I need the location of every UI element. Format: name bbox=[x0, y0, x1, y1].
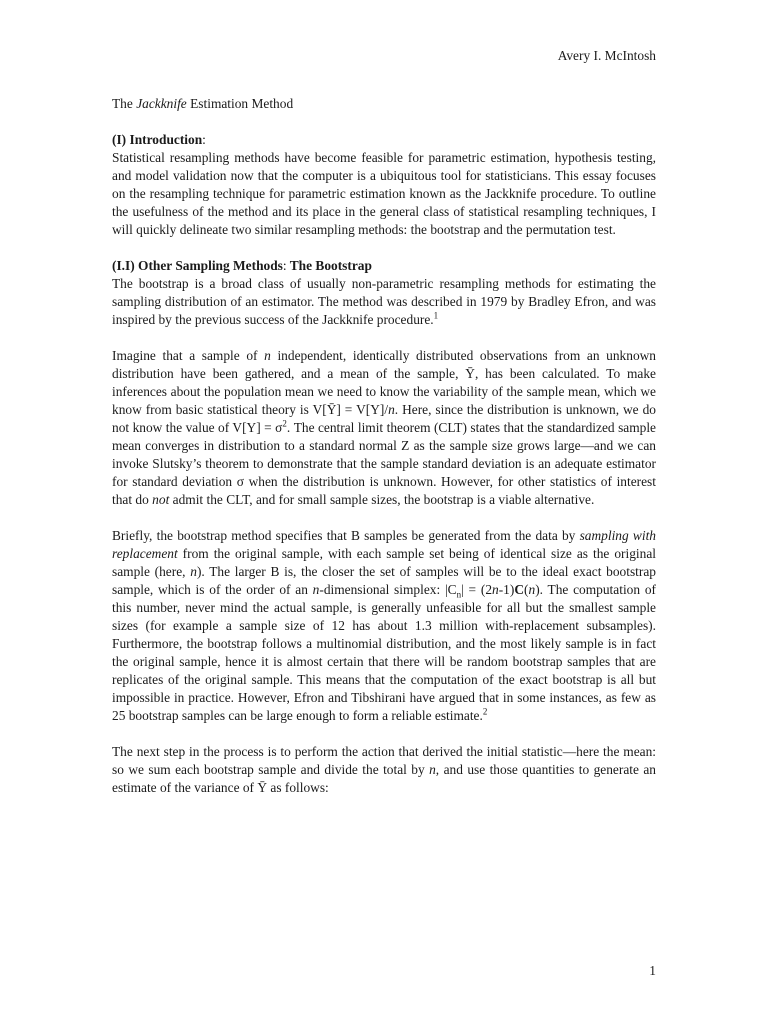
bootstrap-paragraph-3 bbox=[112, 527, 656, 725]
bootstrap-p3-C: C bbox=[514, 582, 525, 597]
author-name: Avery I. McIntosh bbox=[557, 48, 656, 63]
title-italic: Jackknife bbox=[136, 96, 187, 111]
bootstrap-p3-sub: n bbox=[456, 589, 462, 600]
introduction-heading bbox=[112, 131, 656, 149]
bootstrap-p2-b: independent, identically distributed observations from an unknown distribution have been gathered, and a mean of the sample, Ȳ, has been calculated. To make inferences about the population mean we need to know the variability of the sample mean, which we know from basic statistical theory is V[Ȳ] = V[Y]/ bbox=[112, 348, 657, 417]
bootstrap-p3-e: | = (2 bbox=[461, 582, 493, 597]
bootstrap-p2-d: . The central limit theorem (CLT) states that the standardized sample mean converges in distribution to a standard normal Z as the sample size grows large—and we can invoke Slutsky’s theorem to demonstrate that the sample standard deviation is an adequate estimator for standard deviation σ when the distribution is unknown. However, for other statistics of interest that do bbox=[112, 420, 657, 507]
document-title bbox=[112, 95, 656, 113]
introduction-section bbox=[112, 131, 656, 239]
bootstrap-p2-n1: n bbox=[264, 348, 271, 363]
bootstrap-p3-c: ). The larger B is, the closer the set of samples will be to the ideal exact bootstrap sample, which is of the order of an bbox=[112, 564, 656, 597]
bootstrap-p2-n2: n bbox=[388, 402, 395, 417]
bootstrap-p2-e: admit the CLT, and for small sample sizes, the bootstrap is a viable alternative. bbox=[169, 492, 595, 507]
title-prefix: The bbox=[112, 96, 133, 111]
introduction-heading-colon: : bbox=[202, 132, 206, 147]
bootstrap-heading-colon: : bbox=[282, 258, 287, 273]
footnote-marker-1: 1 bbox=[433, 310, 439, 321]
page-number: 1 bbox=[649, 963, 656, 978]
bootstrap-heading-part1: (I.I) Other Sampling Methods bbox=[112, 258, 283, 273]
bootstrap-p3-g: ( bbox=[524, 582, 529, 597]
bootstrap-p1-text: The bootstrap is a broad class of usually non-parametric resampling methods for estimating the sampling distribution of an estimator. The method was described in 1979 by Bradley Efron, and was inspired by the previous success of the Jackknife procedure. bbox=[112, 276, 656, 327]
bootstrap-p4-a: The next step in the process is to perform the action that derived the initial statistic—here the mean: so we sum each bootstrap sample and divide the total by bbox=[112, 744, 656, 777]
bootstrap-p2-sup: 2 bbox=[282, 418, 287, 429]
bootstrap-p3-n3: n bbox=[492, 582, 499, 597]
bootstrap-section bbox=[112, 257, 656, 797]
document-body bbox=[112, 95, 656, 797]
bootstrap-p3-n4: n bbox=[528, 582, 536, 597]
footnote-marker-2: 2 bbox=[482, 706, 488, 717]
bootstrap-p3-f: -1) bbox=[498, 582, 515, 597]
bootstrap-p3-n1: n bbox=[190, 564, 197, 579]
bootstrap-heading-part2: The Bootstrap bbox=[289, 258, 372, 273]
bootstrap-paragraph-2 bbox=[112, 347, 656, 509]
bootstrap-p3-b: from the original sample, with each sample set being of identical size as the original sample (here, bbox=[112, 546, 656, 579]
bootstrap-p3-italic: sampling with replacement bbox=[112, 528, 656, 561]
introduction-heading-text: (I) Introduction bbox=[112, 132, 203, 147]
bootstrap-paragraph-4 bbox=[112, 743, 656, 797]
bootstrap-p4-n: n bbox=[429, 762, 436, 777]
bootstrap-p4-b: , and use those quantities to generate an estimate of the variance of Ȳ as follows: bbox=[112, 762, 656, 795]
title-suffix: Estimation Method bbox=[190, 96, 294, 111]
introduction-paragraph: Statistical resampling methods have become feasible for parametric estimation, hypothesis testing, and model validation now that the computer is a ubiquitous tool for statisticians. This essay focuses on the resampling technique for parametric estimation known as the Jackknife procedure. To outline the usefulness of the method and its place in the general class of statistical resampling techniques, I will quickly delineate two similar resampling methods: the bootstrap and the permutation test. bbox=[112, 150, 656, 237]
bootstrap-p2-a: Imagine that a sample of bbox=[112, 348, 265, 363]
bootstrap-p3-n2: n bbox=[312, 582, 320, 597]
bootstrap-p3-a: Briefly, the bootstrap method specifies that B samples be generated from the data by bbox=[112, 528, 580, 543]
bootstrap-paragraph-1 bbox=[112, 275, 656, 329]
bootstrap-heading bbox=[112, 257, 656, 275]
bootstrap-p3-d: -dimensional simplex: |C bbox=[319, 582, 457, 597]
bootstrap-p3-h: ). The computation of this number, never mind the actual sample, is generally unfeasible for all but the smallest sample sizes (for example a sample size of 12 has about 1.3 million with-replacement subsamples). Furthermore, the bootstrap follows a multinomial distribution, and the most likely sample is in fact the original sample, hence it is almost certain that there will be random bootstrap samples that are replicates of the original sample. This means that the computation of the exact bootstrap is all but impossible in practice. However, Efron and Tibshirani have argued that in some instances, as few as 25 bootstrap samples can be large enough to form a reliable estimate. bbox=[112, 582, 656, 723]
bootstrap-p2-not: not bbox=[152, 492, 170, 507]
bootstrap-p2-c: . Here, since the distribution is unknown, we do not know the value of V[Y] = σ bbox=[112, 402, 656, 435]
